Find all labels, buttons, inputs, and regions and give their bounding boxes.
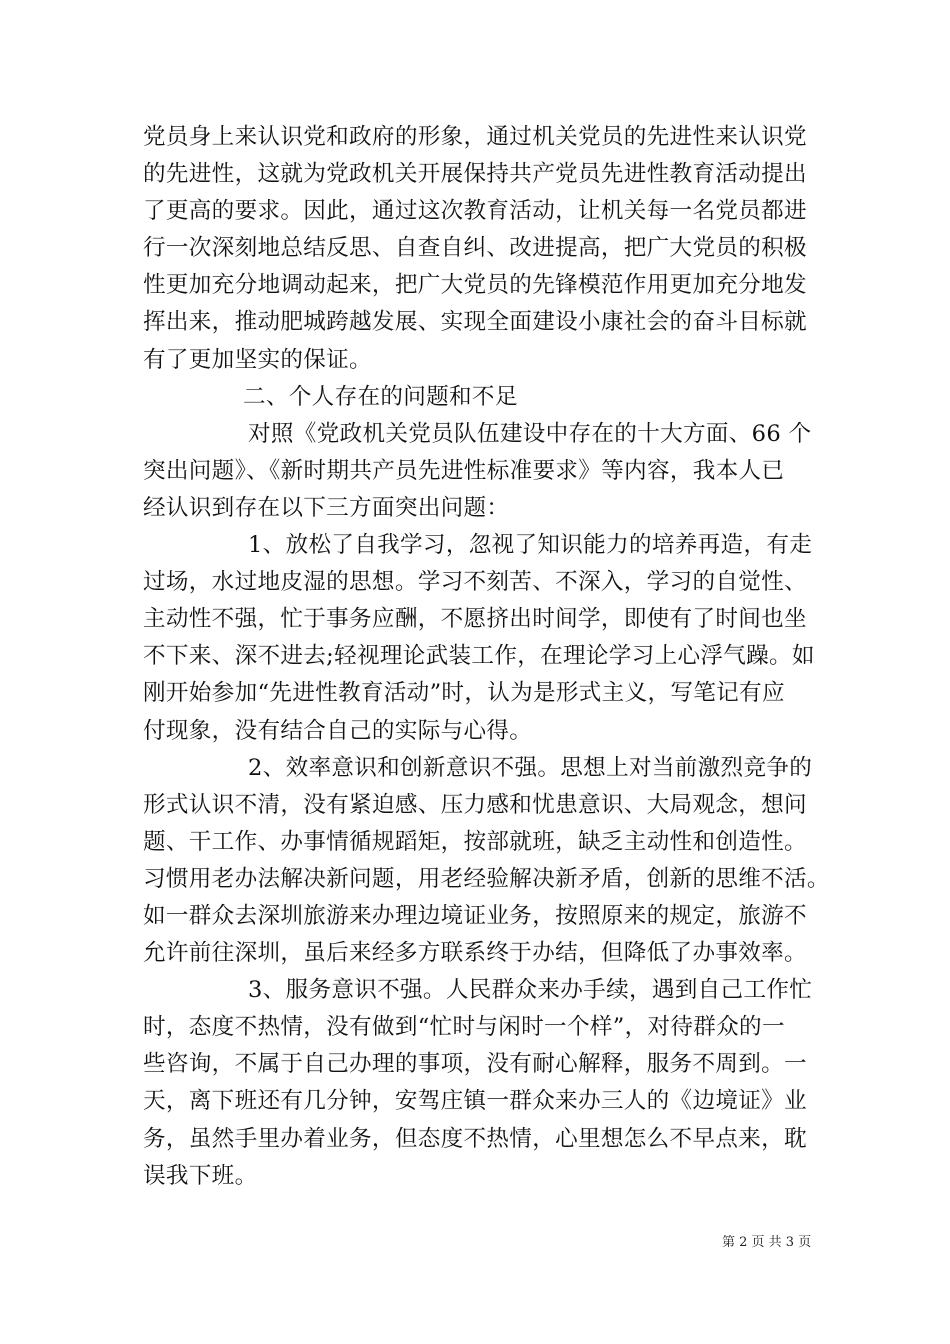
text-line: 题、干工作、办事情循规蹈矩，按部就班，缺乏主动性和创造性。 xyxy=(143,828,807,855)
text-line: 的先进性，这就为党政机关开展保持共产党员先进性教育活动提出 xyxy=(143,161,807,188)
text-line: 些咨询，不属于自己办理的事项，没有耐心解释，服务不周到。一 xyxy=(143,1051,807,1078)
text-line: 了更高的要求。因此，通过这次教育活动，让机关每一名党员都进 xyxy=(143,198,807,225)
text-line: 不下来、深不进去;轻视理论武装工作，在理论学习上心浮气躁。如 xyxy=(143,643,815,670)
text-line: 务，虽然手里办着业务，但态度不热情，心里想怎么不早点来，耽 xyxy=(143,1125,807,1152)
text-line: 时，态度不热情，没有做到“忙时与闲时一个样”，对待群众的一 xyxy=(143,1014,785,1041)
text-line: 主动性不强，忙于事务应酬，不愿挤出时间学，即使有了时间也坐 xyxy=(143,606,807,633)
paragraph-issue-3 xyxy=(143,972,823,1195)
text-line: 误我下班。 xyxy=(143,1162,258,1189)
text-line: 行一次深刻地总结反思、自查自纠、改进提高，把广大党员的积极 xyxy=(143,235,807,262)
text-line: 挥出来，推动肥城跨越发展、实现全面建设小康社会的奋斗目标就 xyxy=(143,309,807,336)
text-line: 如一群众去深圳旅游来办理边境证业务，按照原来的规定，旅游不 xyxy=(143,902,807,929)
heading-line: 二、个人存在的问题和不足 xyxy=(243,383,518,410)
text-line: 过场，水过地皮湿的思想。学习不刻苦、不深入，学习的自觉性、 xyxy=(143,569,807,596)
text-line: 性更加充分地调动起来，把广大党员的先锋模范作用更加充分地发 xyxy=(143,272,807,299)
paragraph-context xyxy=(143,119,823,379)
paragraph-intro xyxy=(143,416,823,527)
text-line: 形式认识不清，没有紧迫感、压力感和忧患意识、大局观念，想问 xyxy=(143,791,807,818)
text-line: 刚开始参加“先进性教育活动”时，认为是形式主义，写笔记有应 xyxy=(143,680,785,707)
text-line: 突出问题》、《新时期共产员先进性标准要求》等内容，我本人已 xyxy=(143,457,785,484)
text-line: 2、效率意识和创新意识不强。思想上对当前激烈竞争的 xyxy=(248,754,813,781)
text-line: 有了更加坚实的保证。 xyxy=(143,346,372,373)
section-heading xyxy=(143,379,823,416)
paragraph-issue-2 xyxy=(143,750,830,973)
document-body xyxy=(143,119,830,1195)
text-line: 党员身上来认识党和政府的形象，通过机关党员的先进性来认识党 xyxy=(143,124,807,150)
text-line: 允许前往深圳，虽后来经多方联系终于办结，但降低了办事效率。 xyxy=(143,940,807,967)
text-line: 经认识到存在以下三方面突出问题： xyxy=(143,494,510,521)
text-line: 付现象，没有结合自己的实际与心得。 xyxy=(143,717,533,744)
text-line: 3、服务意识不强。人民群众来办手续，遇到自己工作忙 xyxy=(248,977,813,1004)
text-line: 习惯用老办法解决新问题，用老经验解决新矛盾，创新的思维不活。 xyxy=(143,865,830,892)
text-line: 对照《党政机关党员队伍建设中存在的十大方面、66 个 xyxy=(248,420,812,447)
text-line: 天，离下班还有几分钟，安驾庄镇一群众来办三人的《边境证》业 xyxy=(143,1088,807,1115)
page-number-footer: 第 2 页 共 3 页 xyxy=(722,1235,812,1250)
text-line: 1、放松了自我学习，忽视了知识能力的培养再造，有走 xyxy=(248,532,813,559)
paragraph-issue-1 xyxy=(143,527,823,750)
